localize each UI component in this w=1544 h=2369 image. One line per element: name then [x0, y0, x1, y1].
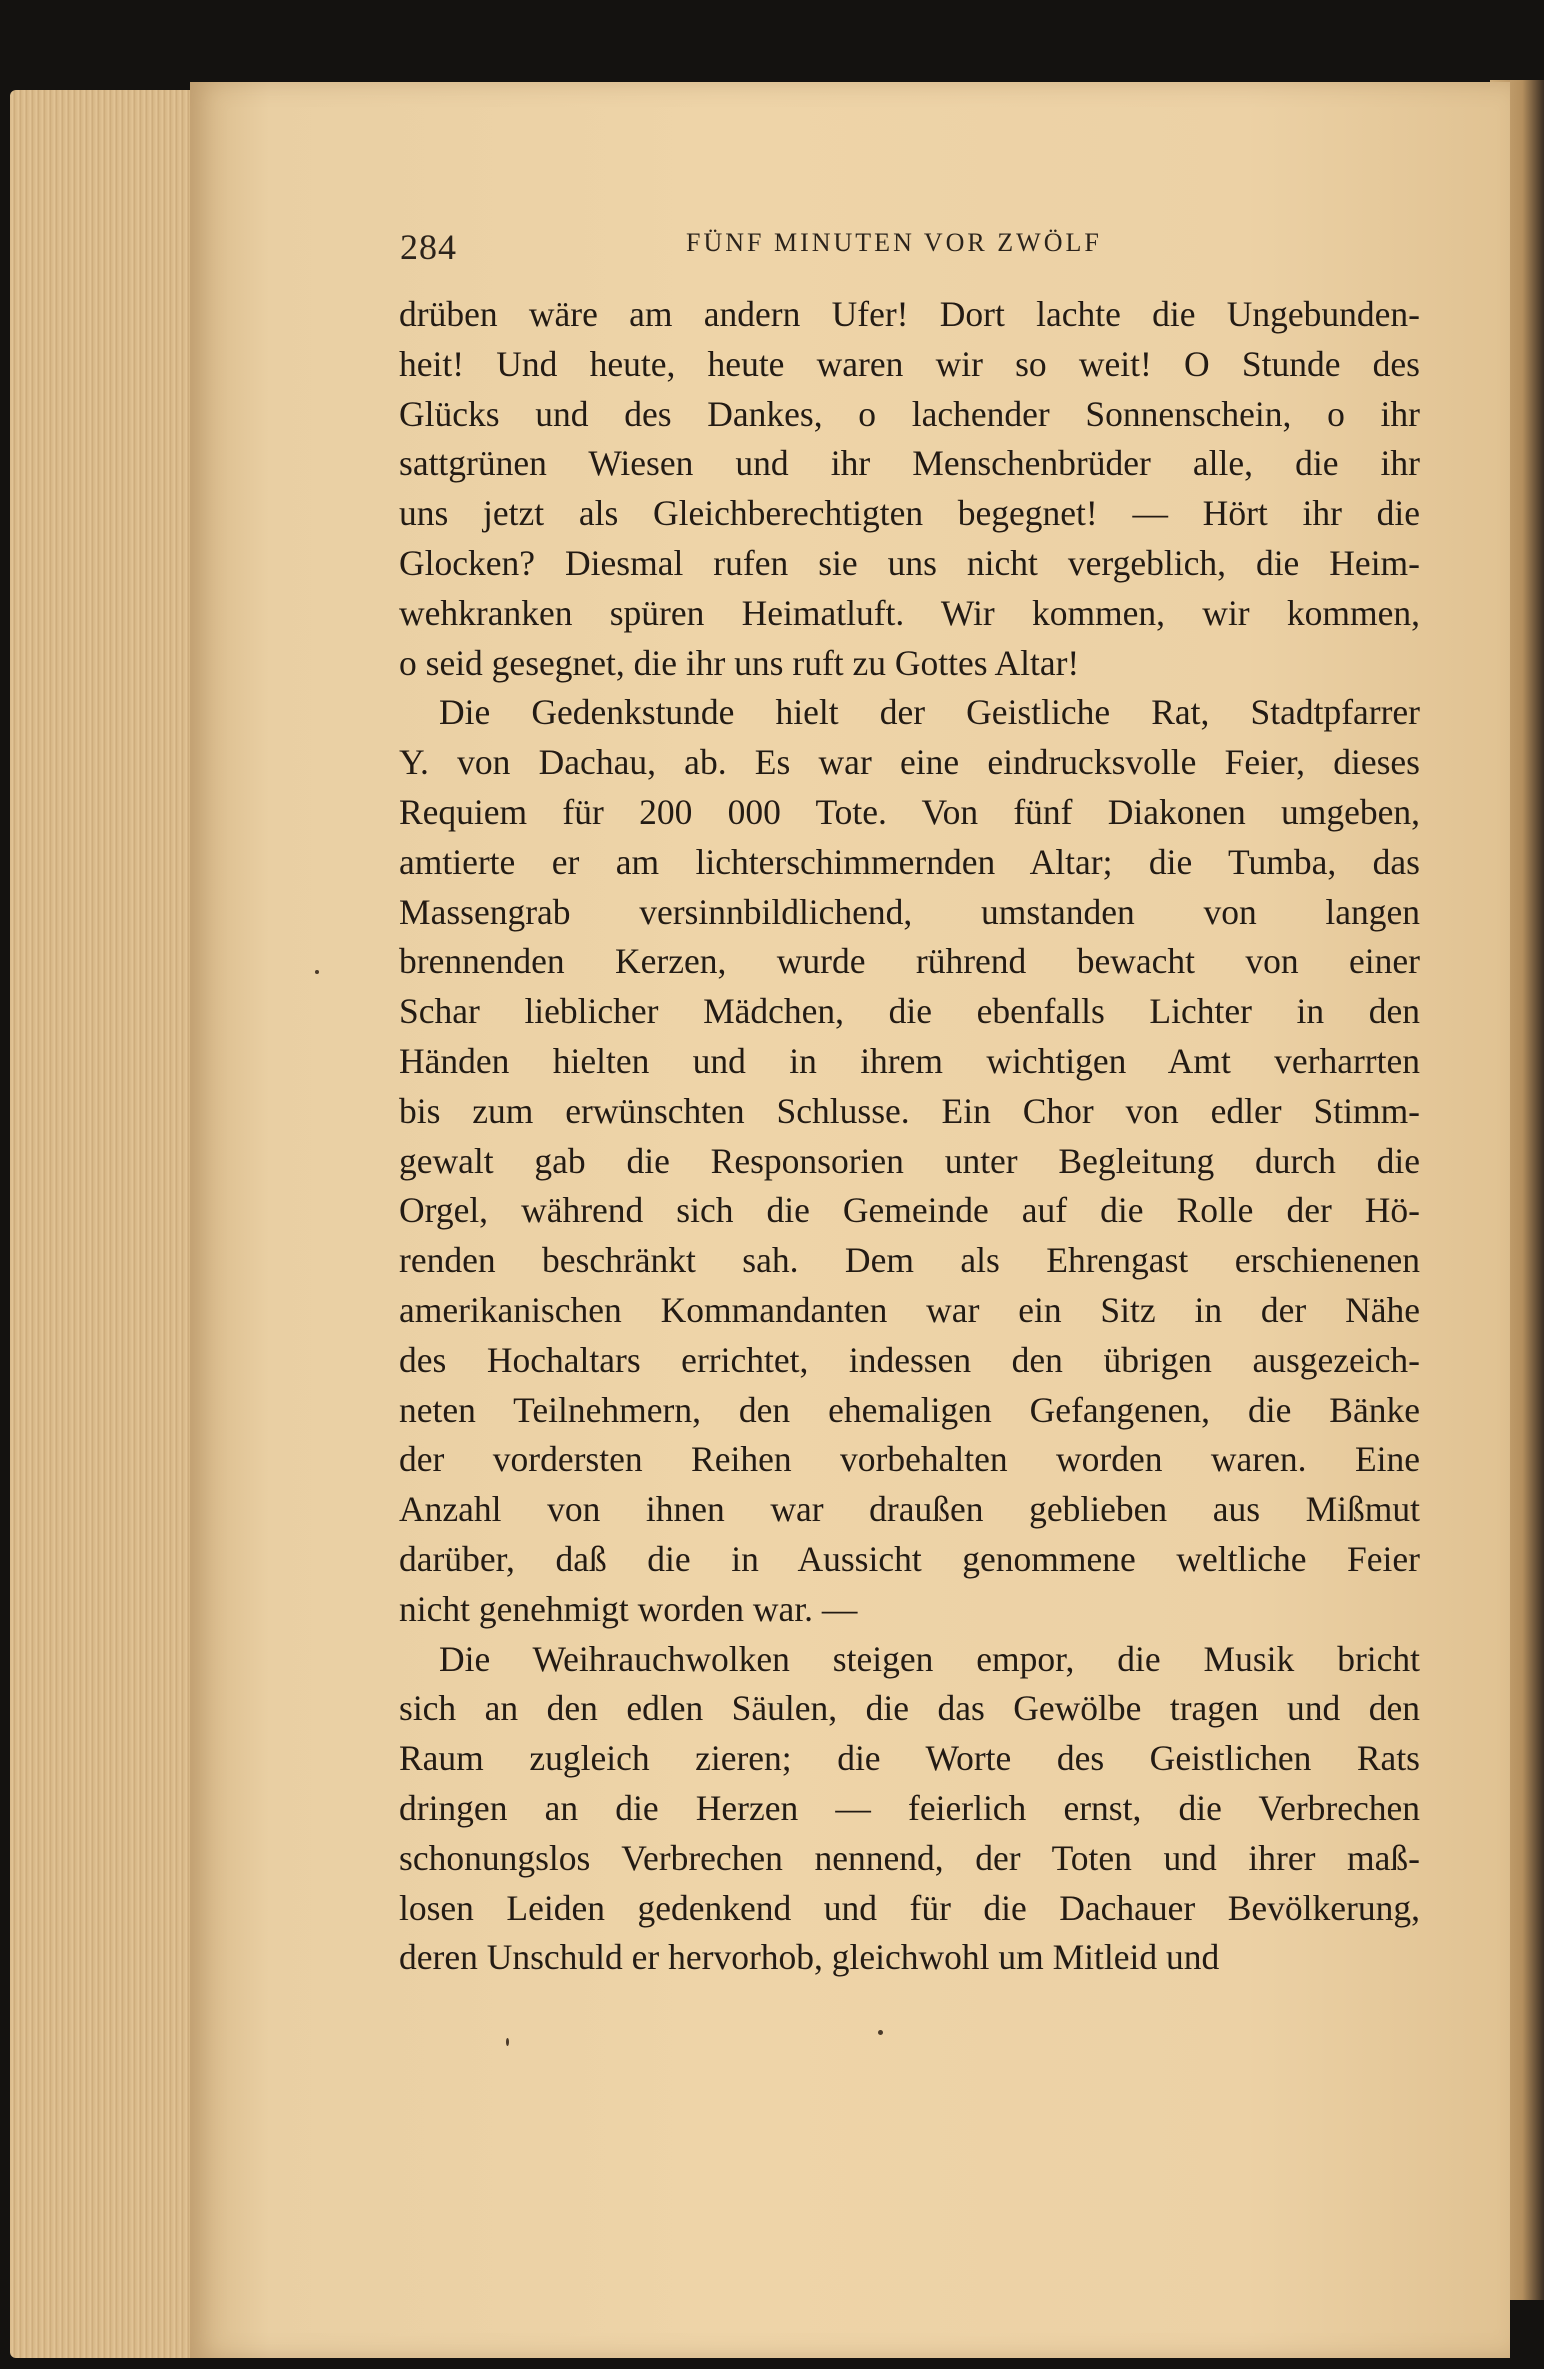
text-line: losen Leiden gedenkend und für die Dachauer Bevölkerung, — [399, 1887, 1420, 1928]
text-line: darüber, daß die in Aussicht genommene weltliche Feier — [399, 1538, 1420, 1579]
text-line: brennenden Kerzen, wurde rührend bewacht von einer — [399, 941, 1420, 982]
text-line: der vordersten Reihen vorbehalten worden waren. Eine — [399, 1439, 1420, 1480]
text-line: Schar lieblicher Mädchen, die ebenfalls Lichter in den — [399, 991, 1420, 1032]
text-line: bis zum erwünschten Schlusse. Ein Chor von edler Stimm- — [399, 1090, 1420, 1131]
paper-speck — [506, 2038, 509, 2046]
text-line: drüben wäre am andern Ufer! Dort lachte die Ungebunden- — [399, 294, 1420, 334]
text-line: wehkranken spüren Heimatluft. Wir kommen, wir kommen, — [399, 592, 1420, 633]
text-line: amerikanischen Kommandanten war ein Sitz in der Nähe — [399, 1289, 1420, 1330]
text-line: nicht genehmigt worden war. — — [399, 1588, 858, 1629]
paper-speck — [878, 2030, 883, 2035]
text-line: Glücks und des Dankes, o lachender Sonnenschein, o ihr — [399, 393, 1420, 434]
text-line: Die Gedenkstunde hielt der Geistliche Rat, Stadtpfarrer — [439, 692, 1420, 733]
text-line: Raum zugleich zieren; die Worte des Geistlichen Rats — [399, 1738, 1420, 1779]
text-line: renden beschränkt sah. Dem als Ehrengast erschienenen — [399, 1240, 1420, 1281]
text-line: gewalt gab die Responsorien unter Begleitung durch die — [399, 1140, 1420, 1181]
text-line: schonungslos Verbrechen nennend, der Toten und ihrer maß- — [399, 1837, 1420, 1878]
paper-speck — [315, 970, 319, 974]
text-line: Massengrab versinnbildlichend, umstanden von langen — [399, 891, 1420, 932]
text-line: Y. von Dachau, ab. Es war eine eindrucksvolle Feier, dieses — [399, 742, 1420, 783]
text-line: sattgrünen Wiesen und ihr Menschenbrüder alle, die ihr — [399, 443, 1420, 484]
running-head: FÜNF MINUTEN VOR ZWÖLF — [686, 228, 1102, 257]
body-text — [399, 290, 1420, 1983]
text-line: heit! Und heute, heute waren wir so weit! O Stunde des — [399, 343, 1420, 384]
text-line: deren Unschuld er hervorhob, gleichwohl um Mitleid und — [399, 1937, 1220, 1978]
text-line: uns jetzt als Gleichberechtigten begegnet! — Hört ihr die — [399, 493, 1420, 534]
text-line: o seid gesegnet, die ihr uns ruft zu Gottes Altar! — [399, 642, 1080, 683]
text-line: Anzahl von ihnen war draußen geblieben aus Mißmut — [399, 1489, 1420, 1530]
text-line: Die Weihrauchwolken steigen empor, die Musik bricht — [439, 1638, 1420, 1679]
text-line: Händen hielten und in ihrem wichtigen Amt verharrten — [399, 1040, 1420, 1081]
text-line: des Hochaltars errichtet, indessen den übrigen ausgezeich- — [399, 1339, 1420, 1380]
text-line: Orgel, während sich die Gemeinde auf die Rolle der Hö- — [399, 1190, 1420, 1231]
text-line: sich an den edlen Säulen, die das Gewölbe tragen und den — [399, 1688, 1420, 1729]
text-line: Requiem für 200 000 Tote. Von fünf Diakonen umgeben, — [399, 791, 1420, 832]
page-number: 284 — [400, 227, 457, 267]
text-line: amtierte er am lichterschimmernden Altar; die Tumba, das — [399, 841, 1420, 882]
text-line: Glocken? Diesmal rufen sie uns nicht vergeblich, die Heim- — [399, 542, 1420, 583]
text-line: dringen an die Herzen — feierlich ernst, die Verbrechen — [399, 1787, 1420, 1828]
text-line: neten Teilnehmern, den ehemaligen Gefangenen, die Bänke — [399, 1389, 1420, 1430]
page-stack-edges — [10, 90, 210, 2358]
